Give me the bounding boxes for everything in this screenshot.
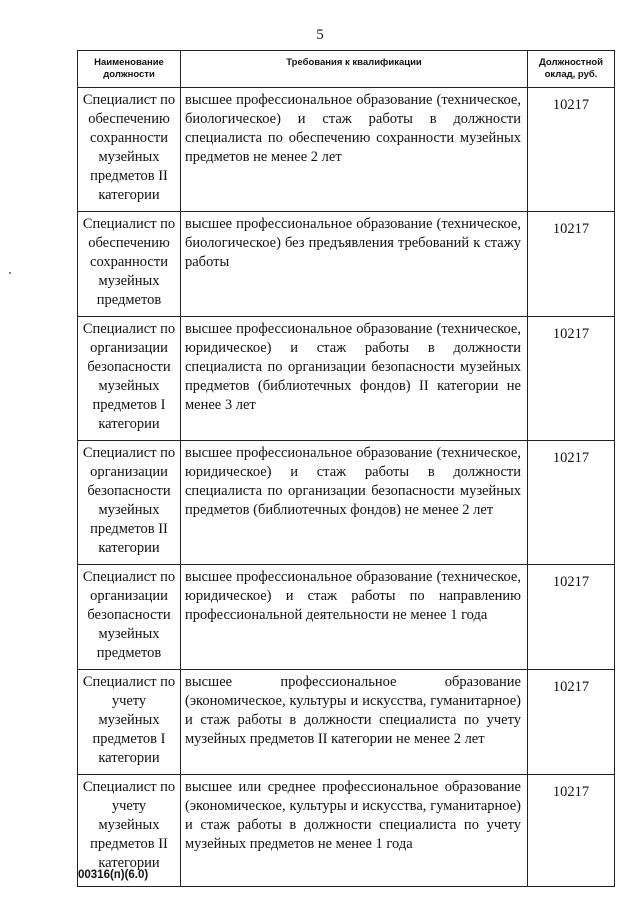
table-row [78, 565, 615, 670]
requirements-cell: высшее профессиональное образование (техническое, юридическое) и стаж работы в должности специалиста по организации безопасности музейных предметов (библиотечных фондов) II категории не менее 3 лет [181, 317, 528, 441]
salary-cell: 10217 [528, 441, 615, 565]
table-header-row [78, 51, 615, 88]
requirements-cell: высшее профессиональное образование (техническое, юридическое) и стаж работы в должности специалиста по организации безопасности музейных предметов (библиотечных фондов) не менее 2 лет [181, 441, 528, 565]
salary-cell: 10217 [528, 775, 615, 887]
requirements-cell: высшее профессиональное образование (экономическое, культуры и искусства, гуманитарное) и стаж работы в должности специалиста по учету музейных предметов II категории не менее 2 лет [181, 670, 528, 775]
table-row [78, 317, 615, 441]
header-position: Наименование должности [78, 51, 181, 88]
salary-cell: 10217 [528, 565, 615, 670]
salary-cell: 10217 [528, 212, 615, 317]
document-code: 00316(п)(6.0) [78, 869, 149, 881]
requirements-cell: высшее профессиональное образование (техническое, биологическое) и стаж работы в должности специалиста по обеспечению сохранности музейных предметов не менее 2 лет [181, 88, 528, 212]
table-row [78, 212, 615, 317]
position-cell: Специалист по организации безопасности музейных предметов II категории [78, 441, 181, 565]
position-cell: Специалист по учету музейных предметов II категории [78, 775, 181, 887]
margin-mark [9, 272, 11, 274]
position-cell: Специалист по обеспечению сохранности музейных предметов II категории [78, 88, 181, 212]
position-cell: Специалист по организации безопасности музейных предметов I категории [78, 317, 181, 441]
table-row [78, 670, 615, 775]
salary-cell: 10217 [528, 670, 615, 775]
table-row [78, 441, 615, 565]
table-row [78, 775, 615, 887]
requirements-cell: высшее или среднее профессиональное образование (экономическое, культуры и искусства, гуманитарное) и стаж работы в должности специалиста по учету музейных предметов не менее 1 года [181, 775, 528, 887]
page-number: 5 [316, 27, 324, 43]
position-cell: Специалист по обеспечению сохранности музейных предметов [78, 212, 181, 317]
requirements-cell: высшее профессиональное образование (техническое, юридическое) и стаж работы по направлению профессиональной деятельности не менее 1 года [181, 565, 528, 670]
position-cell: Специалист по учету музейных предметов I категории [78, 670, 181, 775]
header-requirements: Требования к квалификации [181, 51, 528, 88]
table-row [78, 88, 615, 212]
salary-cell: 10217 [528, 317, 615, 441]
header-salary: Должностной оклад, руб. [528, 51, 615, 88]
requirements-cell: высшее профессиональное образование (техническое, биологическое) без предъявления требований к стажу работы [181, 212, 528, 317]
qualification-table [77, 50, 615, 887]
position-cell: Специалист по организации безопасности музейных предметов [78, 565, 181, 670]
salary-cell: 10217 [528, 88, 615, 212]
